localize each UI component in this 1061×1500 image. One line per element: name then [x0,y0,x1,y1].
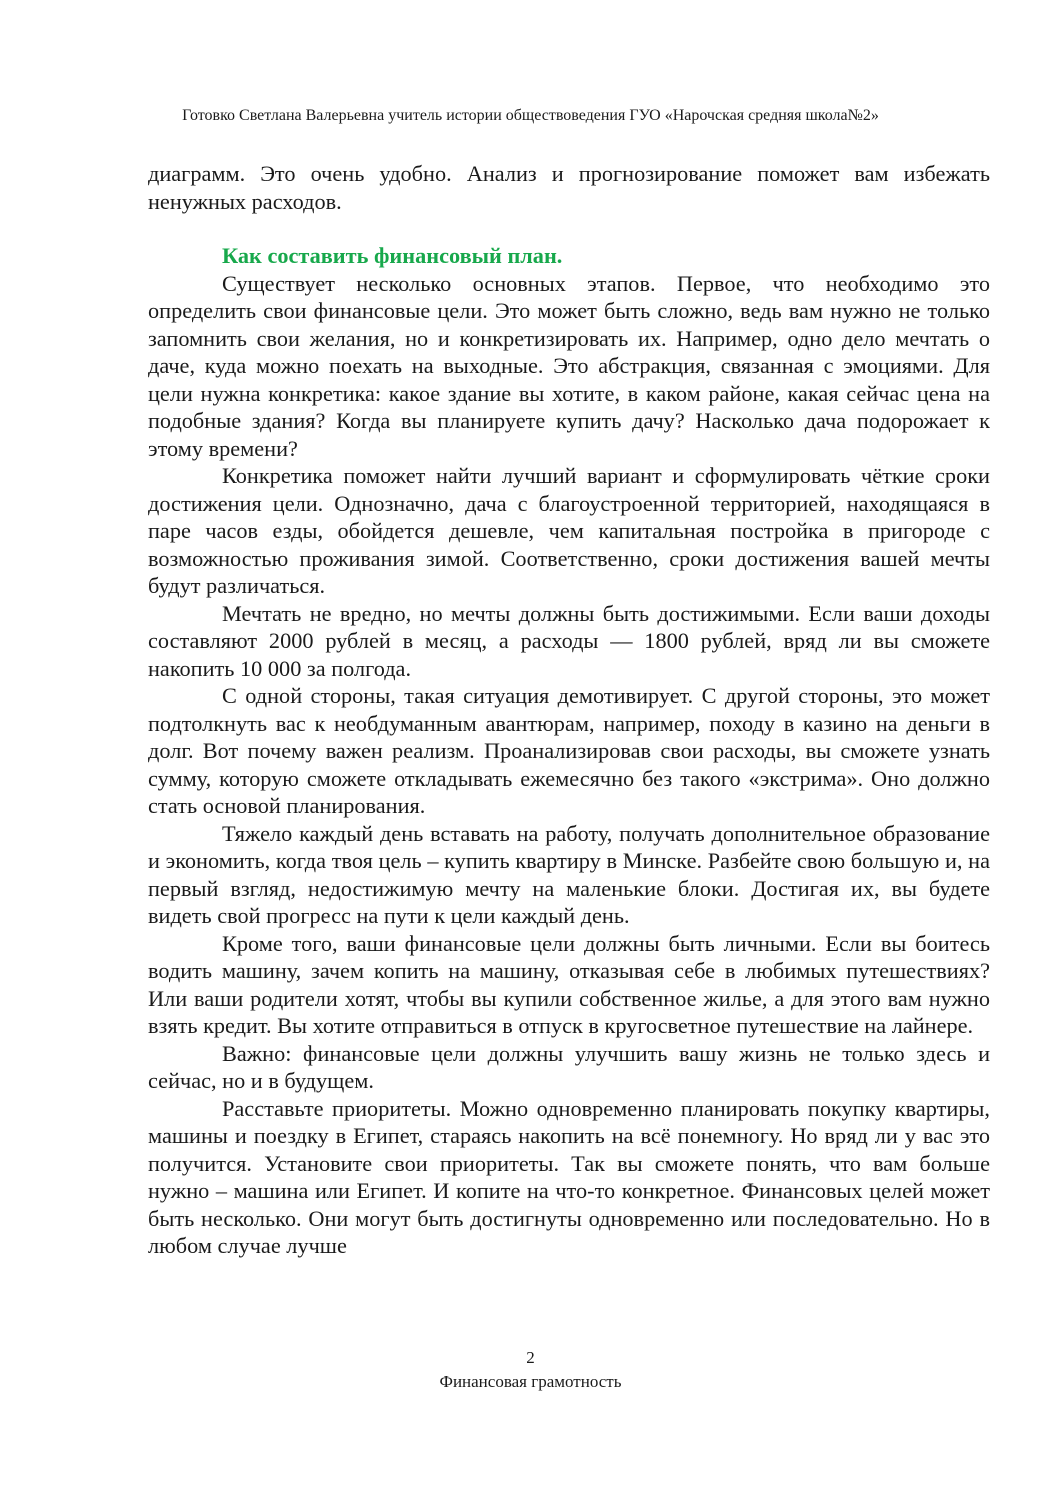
paragraph: Существует несколько основных этапов. Первое, что необходимо это определить свои финансовые цели. Это может быть сложно, ведь вам нужно не только запомнить свои желания, но и конкретизировать их. Например, одно дело мечтать о даче, куда можно поехать на выходные. Это абстракция, связанная с эмоциями. Для цели нужна конкретика: какое здание вы хотите, в каком районе, какая сейчас цена на подобные здания? Когда вы планируете купить дачу? Насколько дача подорожает к этому времени? [148,270,990,461]
footer-title: Финансовая грамотность [439,1372,622,1391]
body-text [148,160,990,1260]
paragraph: С одной стороны, такая ситуация демотивирует. С другой стороны, это может подтолкнуть вас к необдуманным авантюрам, например, походу в казино на деньги в долг. Вот почему важен реализм. Проанализировав свои расходы, вы сможете узнать сумму, которую сможете откладывать ежемесячно без такого «экстрима». Оно должно стать основой планирования. [148,683,990,818]
section-heading: Как составить финансовый план. [222,243,563,268]
paragraph: Конкретика поможет найти лучший вариант и сформулировать чёткие сроки достижения цели. Однозначно, дача с благоустроенной территорией, находящаяся в паре часов езды, обойдется дешевле, чем капитальная постройка в пригороде с возможностью проживания зимой. Соответственно, сроки достижения вашей мечты будут различаться. [148,463,990,598]
intro-continuation: диаграмм. Это очень удобно. Анализ и прогнозирование поможет вам избежать ненужных расходов. [148,161,990,214]
page-number: 2 [526,1348,535,1367]
paragraph: Тяжело каждый день вставать на работу, получать дополнительное образование и экономить, когда твоя цель – купить квартиру в Минске. Разбейте свою большую и, на первый взгляд, недостижимую мечту на маленькие блоки. Достигая их, вы будете видеть свой прогресс на пути к цели каждый день. [148,820,990,928]
running-header: Готовко Светлана Валерьевна учитель истории обществоведения ГУО «Нарочская средняя школа№2» [182,107,879,124]
paragraph: Мечтать не вредно, но мечты должны быть достижимыми. Если ваши доходы составляют 2000 рублей в месяц, а расходы — 1800 рублей, вряд ли вы сможете накопить 10 000 за полгода. [148,600,990,681]
paragraph: Расставьте приоритеты. Можно одновременно планировать покупку квартиры, машины и поездку в Египет, стараясь накопить на всё понемногу. Но вряд ли у вас это получится. Установите свои приоритеты. Так вы сможете понять, что вам больше нужно – машина или Египет. И копите на что-то конкретное. Финансовых целей может быть несколько. Они могут быть достигнуты одновременно или последовательно. Но в любом случае лучше [148,1095,990,1258]
paragraph: Важно: финансовые цели должны улучшить вашу жизнь не только здесь и сейчас, но и в будущем. [148,1040,990,1093]
paragraph: Кроме того, ваши финансовые цели должны быть личными. Если вы боитесь водить машину, зачем копить на машину, отказывая себе в любимых путешествиях? Или ваши родители хотят, чтобы вы купили собственное жилье, а для этого вам нужно взять кредит. Вы хотите отправиться в отпуск в кругосветное путешествие на лайнере. [148,930,990,1038]
